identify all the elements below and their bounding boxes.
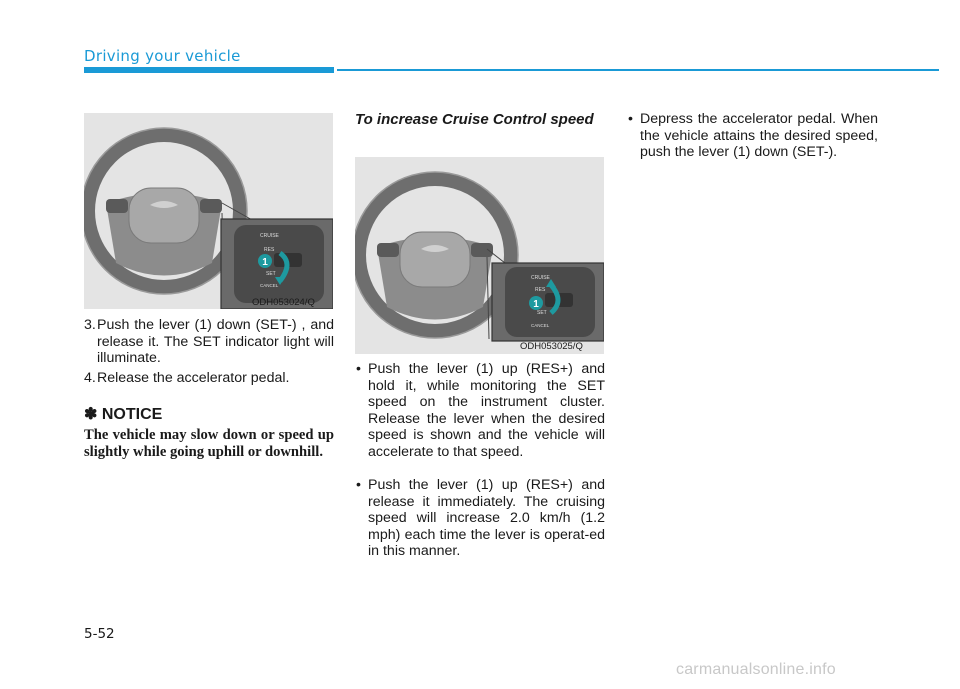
cancel-label: CANCEL	[531, 323, 550, 328]
res-label: RES	[535, 287, 546, 293]
figure-caption: ODH053024/Q	[252, 297, 315, 308]
callout-number: 1	[533, 299, 539, 310]
bullet-dot: •	[356, 477, 361, 493]
steering-wheel-illustration	[84, 113, 333, 309]
step-text: Push the lever (1) down (SET-) , and release it. The SET indicator light will illuminate.	[97, 317, 334, 367]
header-rule-thin	[337, 69, 939, 71]
steering-wheel-illustration	[355, 157, 604, 354]
page-number: 5-52	[84, 626, 115, 642]
steering-wheel-figure-res	[355, 157, 604, 354]
watermark: carmanualsonline.info	[676, 661, 836, 678]
step-text: Release the accelerator pedal.	[97, 370, 290, 386]
bullet-dot: •	[356, 361, 361, 377]
cruise-button-label: CRUISE	[260, 233, 279, 239]
step-number: 3.	[84, 317, 96, 333]
res-label: RES	[264, 247, 275, 253]
bullet-item	[355, 477, 605, 560]
set-label: SET	[537, 310, 547, 316]
notice-title: NOTICE	[101, 406, 163, 423]
bullet-text: Push the lever (1) up (RES+) and release it immediately. The cruising speed will increase 2.0 km/h (1.2 mph) each time the lever is operat-ed in this manner.	[368, 477, 605, 560]
figure-caption: ODH053025/Q	[520, 341, 583, 352]
callout-number: 1	[262, 257, 268, 268]
bullet-text: Push the lever (1) up (RES+) and hold it, while monitoring the SET speed on the instrument cluster. Release the lever when the desired speed is shown and the vehicle will accelerate to that speed.	[368, 361, 605, 460]
header-rule-thick	[84, 67, 334, 73]
notice-heading	[84, 404, 162, 424]
cancel-label: CANCEL	[260, 283, 279, 288]
bullet-text: Depress the accelerator pedal. When the vehicle attains the desired speed, push the lever (1) down (SET-).	[640, 111, 878, 161]
step-number: 4.	[84, 370, 96, 386]
cruise-button-label: CRUISE	[531, 275, 550, 281]
step-4	[84, 370, 334, 387]
bullet-item	[627, 111, 878, 161]
bullet-item	[355, 361, 605, 461]
set-label: SET	[266, 271, 276, 277]
steering-wheel-figure-set	[84, 113, 333, 309]
step-3	[84, 317, 334, 367]
notice-icon: ✽	[84, 406, 98, 423]
notice-body: The vehicle may slow down or speed up slightly while going uphill or downhill.	[84, 427, 334, 461]
section-title: Driving your vehicle	[84, 47, 241, 65]
subsection-heading: To increase Cruise Control speed	[355, 111, 594, 128]
bullet-dot: •	[628, 111, 633, 127]
